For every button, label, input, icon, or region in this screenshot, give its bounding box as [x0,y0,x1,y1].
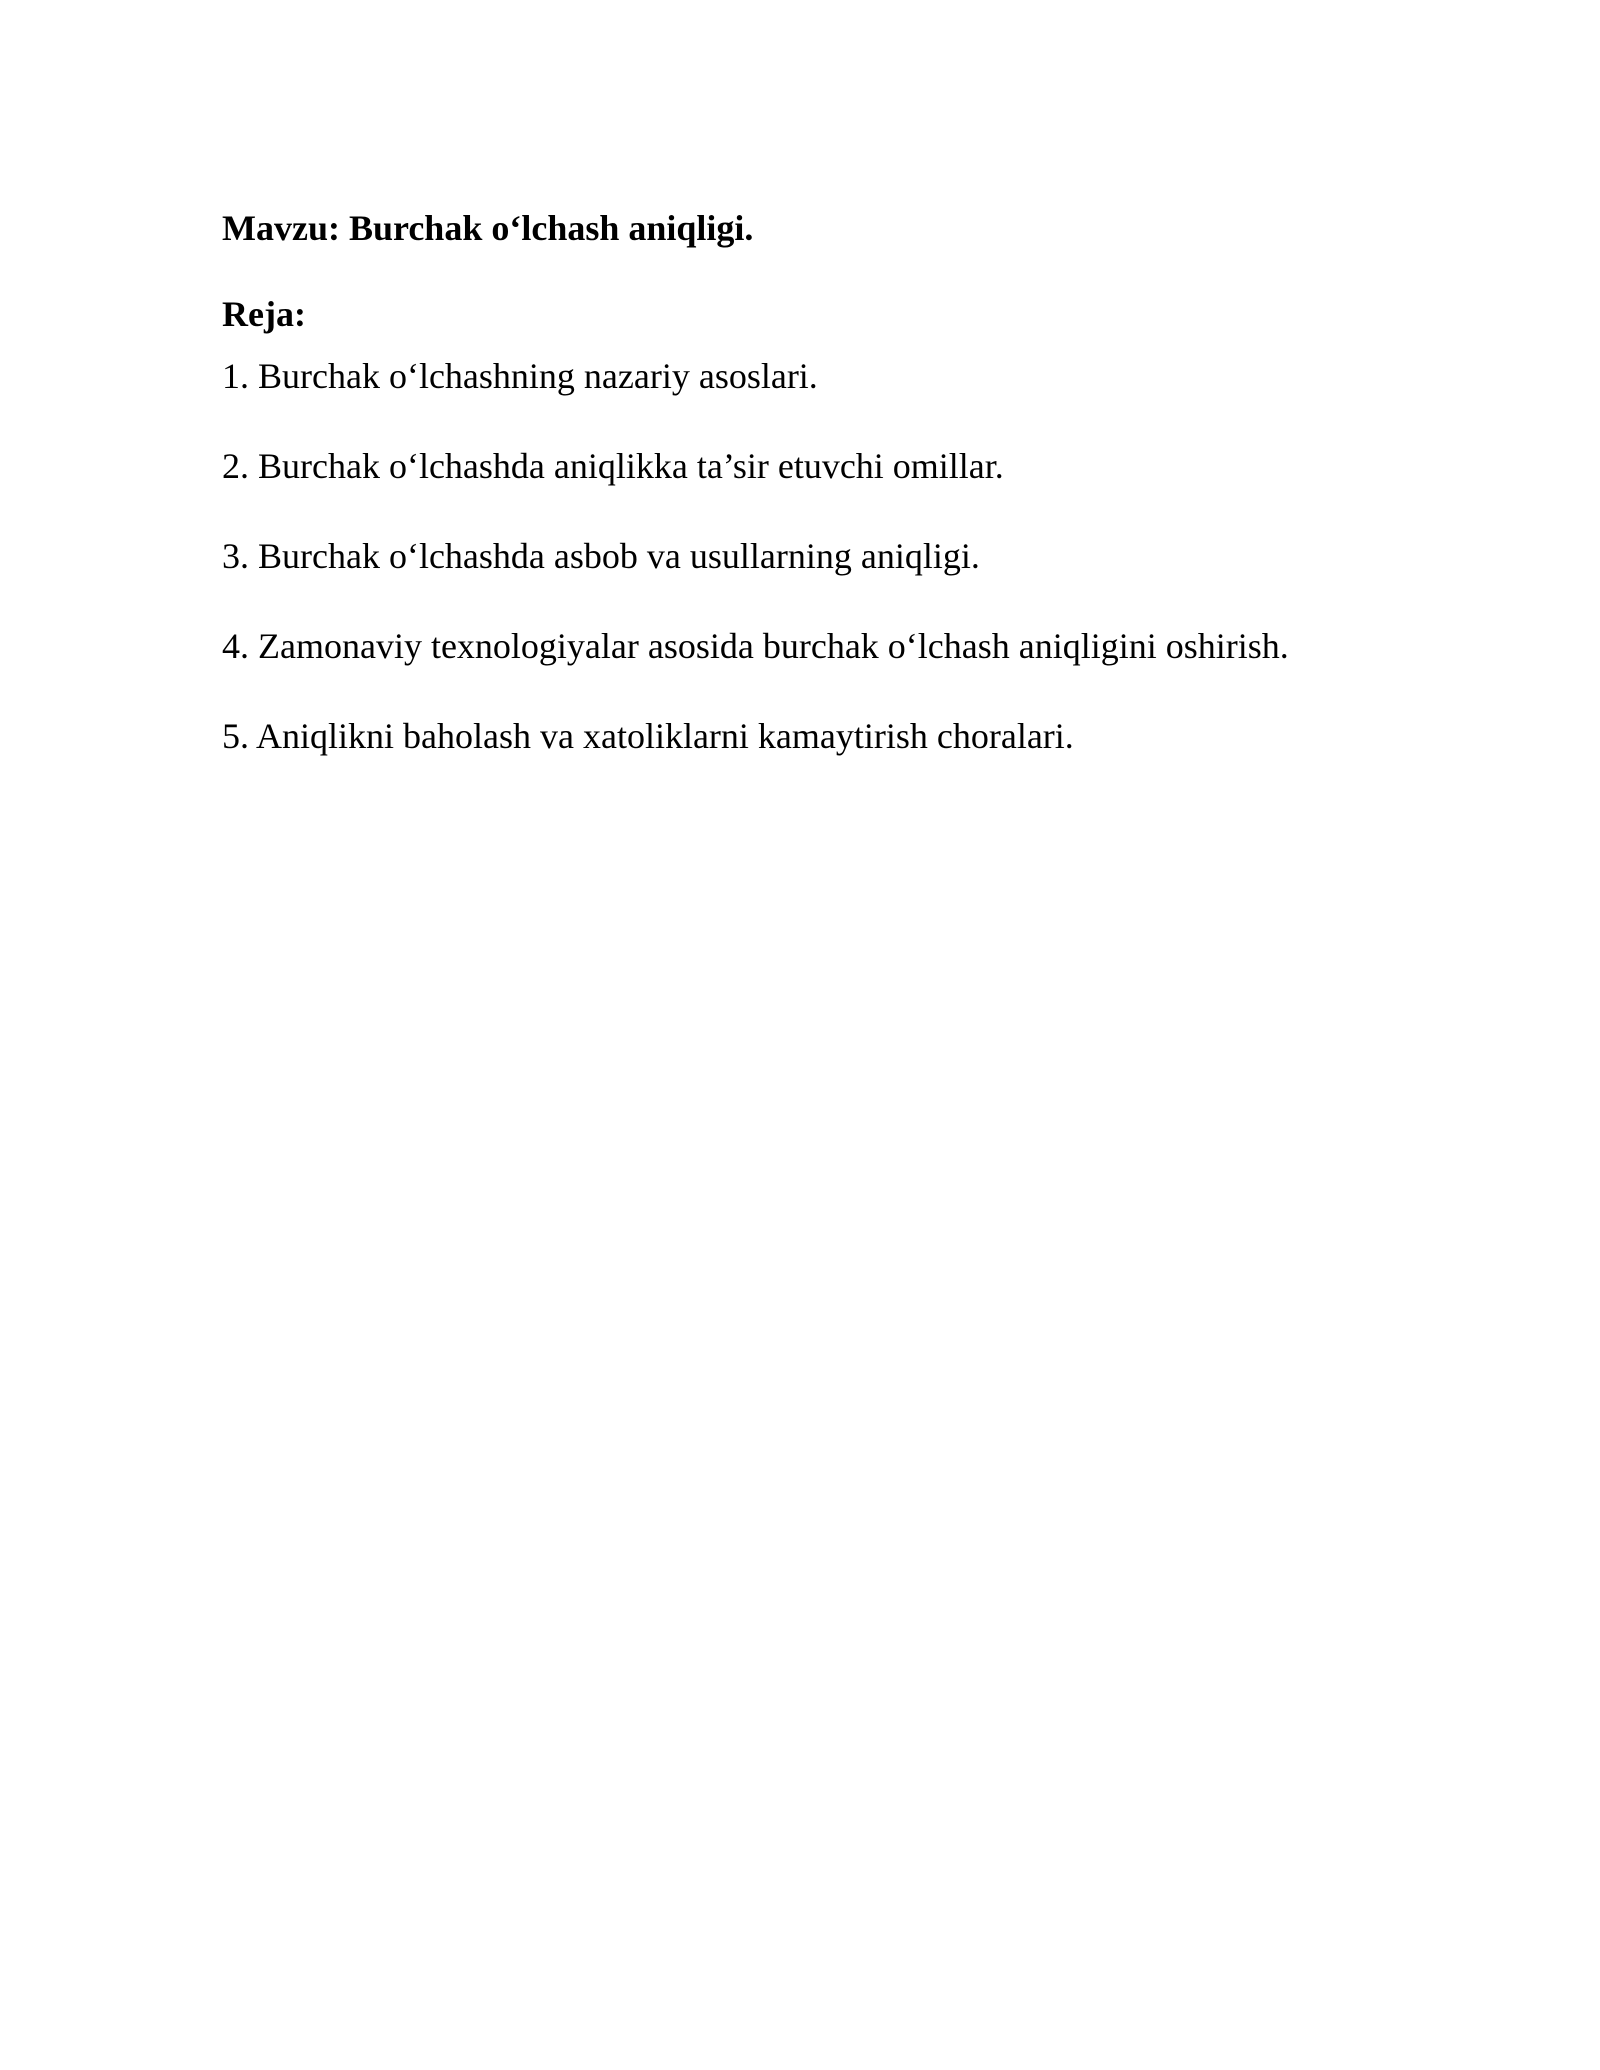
plan-item: 2. Burchak o‘lchashda aniqlikka ta’sir etuvchi omillar. [222,446,1004,486]
plan-list [222,354,1382,758]
plan-heading: Reja: [222,294,306,334]
plan-item: 1. Burchak o‘lchashning nazariy asoslari. [222,356,818,396]
document-body [222,206,1382,804]
document-title: Mavzu: Burchak o‘lchash aniqligi. [222,208,754,248]
plan-item: 3. Burchak o‘lchashda asbob va usullarning aniqligi. [222,536,980,576]
plan-item: 4. Zamonaviy texnologiyalar asosida burchak o‘lchash aniqligini oshirish. [222,626,1289,666]
plan-item: 5. Aniqlikni baholash va xatoliklarni kamaytirish choralari. [222,716,1074,756]
